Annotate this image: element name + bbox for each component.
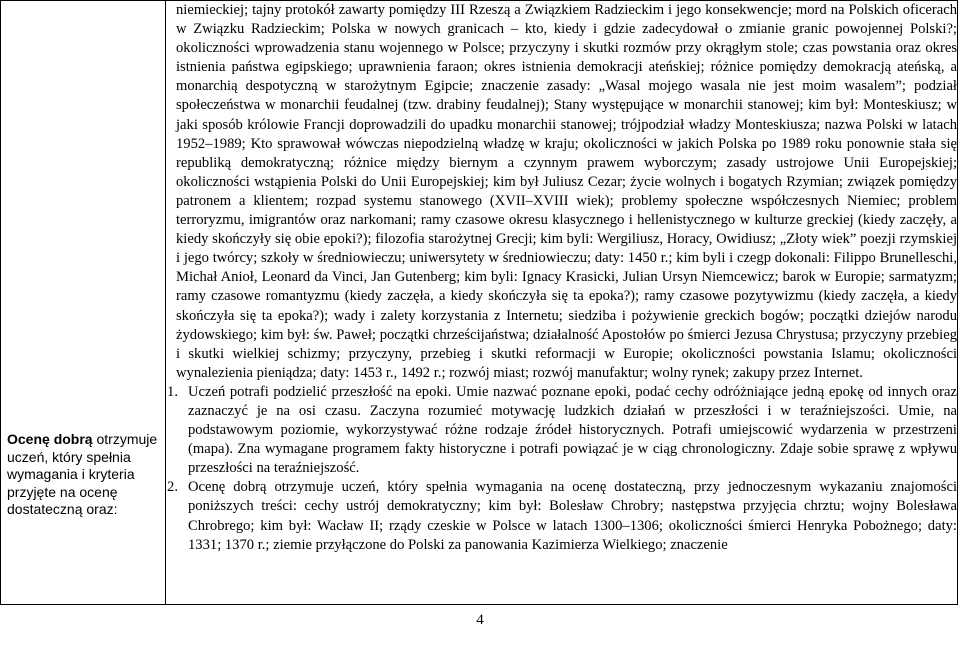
list-item-2 (166, 478, 957, 554)
list-item-1 (166, 383, 957, 478)
grade-content-cell (166, 1, 958, 605)
list-item-number: 1. (167, 383, 178, 400)
continuation-paragraph: niemieckiej; tajny protokół zawarty pomiędzy III Rzeszą a Związkiem Radzieckim i jego konsekwencje; mord na Polskich oficerach w Związku Radzieckim; Polska w nowych granicach – kto, kiedy i gdzie zadecydował o zmianie granic powojennej Polski?; okoliczności wprowadzenia stanu wojennego w Polsce; przyczyny i skutki rozmów przy okrągłym stole; czas powstania oraz okres istnienia państwa egipskiego; uprawnienia faraon; okres istnienia demokracji ateńskiej; różnice pomiędzy demokracją ateńską, a monarchią despotyczną w starożytnym Egipcie; znaczenie zasady: „Wasal mojego wasala nie jest moim wasalem”; podział społeczeństwa w monarchii feudalnej (tzw. drabiny feudalnej); Stany występujące w monarchii stanowej; kim był: Monteskiusz; w jaki sposób królowie Francji doprowadzili do upadku monarchii stanowej; trójpodział władzy Monteskiusza; nazwa Polski w latach 1952–1989; Kto sprawował wówczas niepodzielną władzę w kraju; okoliczności w jakich Polska po 1989 roku ponownie stała się republiką demokratyczną; różnice między biernym a czynnym prawem wyborczym; zasady ustrojowe Unii Europejskiej; okoliczności wstąpienia Polski do Unii Europejskiej; kim był Juliusz Cezar; życie wolnych i bogatych Rzymian; związek pomiędzy patronem a klientem; rozpad systemu stanowego (XVII–XVIII wiek); problemy społeczne współczesnych Niemiec; problem terroryzmu, imigrantów oraz narkomani; ramy czasowe okresu klasycznego i hellenistycznego w kulturze greckiej (kiedy zaczęły, a kiedy skończyły się obie epoki?); filozofia starożytnej Grecji; kim byli: Wergiliusz, Horacy, Owidiusz; „Złoty wiek” poezji rzymskiej i jego twórcy; szkoły w średniowieczu; uniwersytety w średniowieczu; daty: 1450 r.; kim byli i czegp dokonali: Filippo Brunelleschi, Michał Anioł, Leonard da Vinci, Jan Gutenberg; kim byli: Ignacy Krasicki, Julian Ursyn Niemcewicz; barok w Europie; sarmatyzm; ramy czasowe romantyzmu (kiedy zaczęła, a kiedy skończyła się ta epoka?); ramy czasowe pozytywizmu (kiedy zaczęła, a kiedy skończyła się ta epoka?); wady i zalety korzystania z Internetu; siedziba i pożywienie greckich bogów; początki dziejów narodu żydowskiego; kim był: św. Paweł; początki chrześcijaństwa; działalność Apostołów po śmierci Jezusa Chrystusa; przyczyny przebieg i skutki wielkiej schizmy; przyczyny, przebieg i skutki reformacji w Europie; okoliczności powstania Islamu; okoliczności wynalezienia pieniądza; daty: 1453 r., 1492 r.; rozwój miast; rozwój manufaktur; wolny rynek; zakupy przez Internet. (176, 2, 957, 381)
list-item-text: Ocenę dobrą otrzymuje uczeń, który spełnia wymagania na ocenę dostateczną, przy jednoczesnym wykazaniu znajomości poniższych treści: cechy ustrój demokratyczny; kim był: Bolesław Chrobry; następstwa przyjęcia chrztu; wojny Bolesława Chrobrego; kim był: Wacław II; rządy czeskie w Polsce w latach 1300–1306; okoliczności śmierci Henryka Pobożnego; daty: 1331; 1370 r.; ziemie przyłączone do Polski za panowania Kazimierza Wielkiego; znaczenie (188, 479, 957, 553)
grade-description: otrzymuje uczeń, który spełnia wymagania i kryteria przyjęte na ocenę dostateczną oraz: (7, 431, 158, 518)
page-number: 4 (476, 612, 484, 628)
grade-label (7, 431, 159, 519)
list-item-text: Uczeń potrafi podzielić przeszłość na epoki. Umie nazwać poznane epoki, podać cechy odróżniające jedną epokę od innych oraz zaznaczyć je na osi czasu. Zaczyna rozumieć motywację ludzkich działań w przeszłości i w teraźniejszości. Umie, na podstawowym poziomie, wykorzystywać różne rodzaje źródeł historycznych. Potrafi umiejscowić wydarzenia w przestrzeni (mapa). Zna wymagane programem fakty historyczne i potrafi powiązać je w ciąg chronologiczny. Zdaje sobie sprawę z wpływu przeszłości na teraźniejszość. (188, 383, 957, 477)
list-item-number: 2. (167, 479, 178, 496)
grade-name: Ocenę dobrą (7, 431, 93, 447)
grade-label-cell (1, 1, 166, 605)
table-row (1, 1, 958, 605)
